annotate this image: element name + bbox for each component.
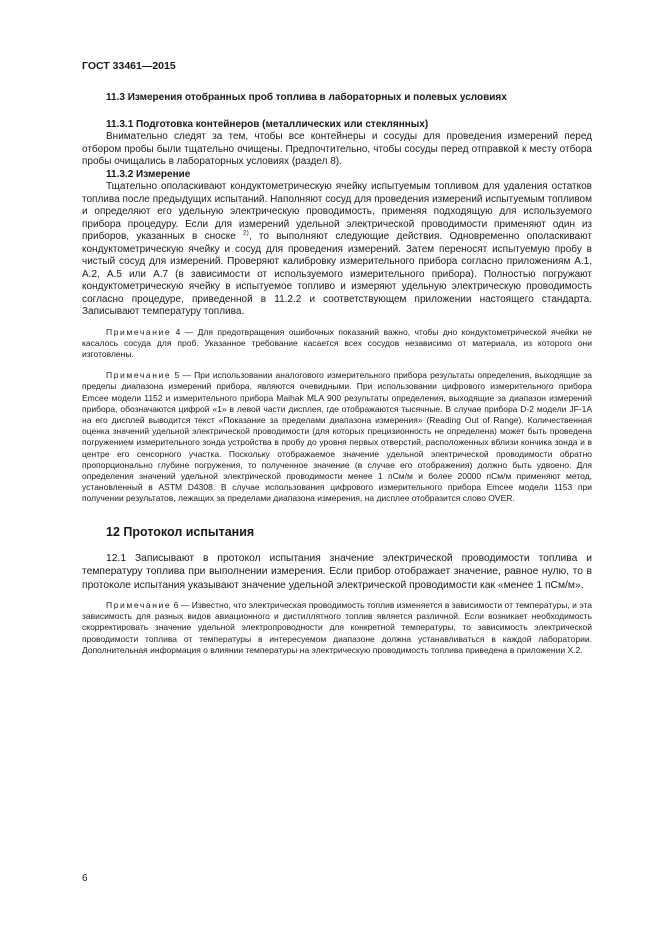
note-text: 6 — Известно, что электрическая проводимость топлив изменяется в зависимости от температуры, и эта зависимость для разных видов авиационного и дистиллятного топлив является различной. Если возникает необходимость скорректировать значение удельной электропроводности для конкретной температуры, то зависимость электрической проводимости топлива от температуры в интересуемом диапазоне должна устанавливаться в каждой лаборатории. Дополнительная информация о влиянии температуры на электрическую проводимость топлива приведена в приложении Х.2. (82, 600, 592, 655)
measurement-text-part-2: , то выполняют следующие действия. Одновременно ополаскивают кондуктометрическую ячейку и сосуд для проведения измерений. Затем переносят испытуемую пробу в чистый сосуд для измерений. Проверяют калибровку измерительного прибора согласно приложениям А.1, А.2, А.5 или А.7 (в зависимости от используемого измерительного прибора). Полностью погружают кондуктометрическую ячейку в испытуемое топливо и измеряют удельную электрическую проводимость согласно процедуре, приведенной в 11.2.2 и соответствующем приложении настоящего стандарта. Записывают температуру топлива. (82, 231, 592, 317)
section-11-3-heading: 11.3 Измерения отобранных проб топлива в лабораторных и полевых условиях (106, 92, 507, 103)
note-5 (82, 370, 592, 504)
note-text: 5 — При использовании аналогового измерительного прибора результаты определения, выходящие за пределы диапазона измерений прибора, являются очевидными. При использовании цифрового измерительного прибора Emcee модели 1152 и измерительного прибора Maihak MLA 900 результаты определения, выходящие за диапазон измерений прибора, обозначаются цифрой «1» в левой части дисплея, где отображаются тысячные. В случае прибора D-2 модели JF-1A на его дисплей выводится текст «Показание за пределами диапазона измерения» (Reading Out of Range). Количественная оценка значений удельной электрической проводимости (для которых прецизионность не определена) может быть проведена погружением измерительного зонда устройства в пробу до уровня первых отверстий, расположенных вблизи кончика зонда и в центре его сенсорного участка. Поскольку отображаемое значение удельной электрической проводимости обратно пропорционально глубине погружения, то полученное значение (в случае его отображения) должно быть удвоено. Для определения значений удельной электрической проводимости менее 1 пСм/м и более 20000 пСм/м применяют метод, установленный в ASTM D4308. В случае использования цифрового измерительного прибора Emcee модели 1153 при получении результатов, лежащих за пределами диапазона измерения, на дисплее отобразится слово OVER. (82, 370, 592, 504)
note-label: Примечание (106, 600, 172, 611)
note-text: 4 — Для предотвращения ошибочных показаний важно, чтобы дно кондуктометрической ячейки не касалось сосуда для проб. Указанное требование касается всех сосудов независимо от материала, из которого они изготовлены. (82, 326, 592, 359)
note-6 (82, 600, 592, 656)
document-header: ГОСТ 33461—2015 (82, 60, 176, 72)
measurement-text-part-1: Тщательно ополаскивают кондуктометрическую ячейку испытуемым топливом для удаления остатков топлива после предыдущих испытаний. Наполняют сосуд для проведения измерений испытуемым топливом и определяют его удельную электрическую проводимость, применяя подходящую для используемого прибора процедуру. Если для измерений удельной электрической проводимости применяют один из приборов, указанных в сноске (82, 181, 592, 242)
note-4 (82, 327, 592, 361)
page-content (82, 92, 592, 656)
page-number: 6 (82, 873, 88, 884)
subsection-11-3-2-text (82, 181, 592, 319)
section-12-1-text: 12.1 Записывают в протокол испытания значение электрической проводимости топлива и температуру топлива при выполнении измерения. Если прибор отображает значение, равное нулю, то в протоколе испытания указывают значение удельной электрической проводимости как «менее 1 пСм/м». (82, 552, 592, 591)
note-label: Примечание (106, 370, 172, 381)
subsection-11-3-1-heading: 11.3.1 Подготовка контейнеров (металлических или стеклянных) (106, 118, 429, 130)
subsection-11-3-2-heading: 11.3.2 Измерение (106, 168, 191, 180)
note-label: Примечание (106, 326, 172, 337)
subsection-11-3-1-text: Внимательно следят за тем, чтобы все контейнеры и сосуды для проведения измерений перед отбором пробы были тщательно очищены. Предпочтительно, чтобы сосуды перед отправкой к месту отбора пробы очищались в лабораторных условиях (раздел 8). (82, 131, 592, 167)
section-12-heading: 12 Протокол испытания (106, 524, 255, 539)
footnote-ref: 2) (243, 229, 249, 237)
